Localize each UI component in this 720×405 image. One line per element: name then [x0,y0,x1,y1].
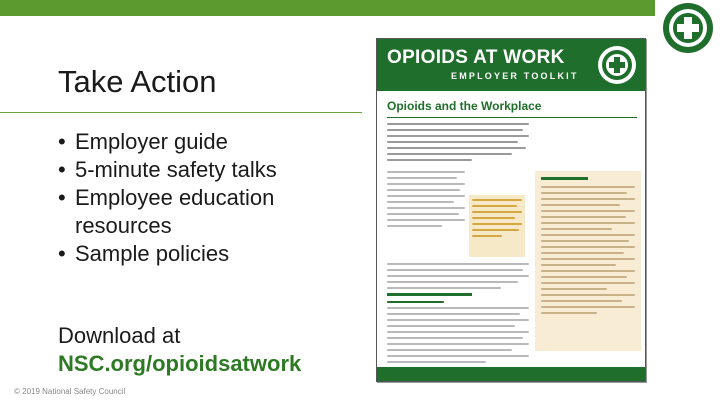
bullet-list [58,128,358,268]
document-subtitle: EMPLOYER TOOLKIT [451,71,579,81]
document-callout [469,195,525,257]
bullet-glyph: • [58,129,66,154]
document-title: OPIOIDS AT WORK [387,47,565,68]
nsc-logo-icon [662,2,714,54]
bullet-item [58,240,358,268]
bullet-text: 5-minute safety talks [75,157,277,182]
bullet-text: Employer guide [75,129,228,154]
bullet-item [58,128,358,156]
document-rule [387,117,637,118]
bullet-text: Sample policies [75,241,230,266]
bullet-glyph: • [58,241,66,266]
bullet-glyph: • [58,185,66,210]
document-body-left [387,171,465,231]
document-heading: Opioids and the Workplace [387,99,542,113]
slide-title: Take Action [58,64,217,99]
download-label: Download at [58,323,181,348]
bullet-glyph: • [58,157,66,182]
copyright-text: © 2019 National Safety Council [14,387,126,396]
document-intro-text [387,123,529,165]
document-body-main [387,263,529,367]
top-accent-bar [0,0,655,16]
bullet-text: Employee education resources [75,185,275,238]
download-block [58,322,301,378]
toolkit-document-preview [376,38,646,382]
download-link[interactable]: NSC.org/opioidsatwork [58,351,302,376]
title-divider [0,112,362,113]
document-footer [377,367,645,381]
nsc-logo-icon [597,45,637,85]
document-definitions-box [535,171,641,351]
bullet-item [58,156,358,184]
bullet-item [58,184,358,240]
document-header [377,39,645,91]
